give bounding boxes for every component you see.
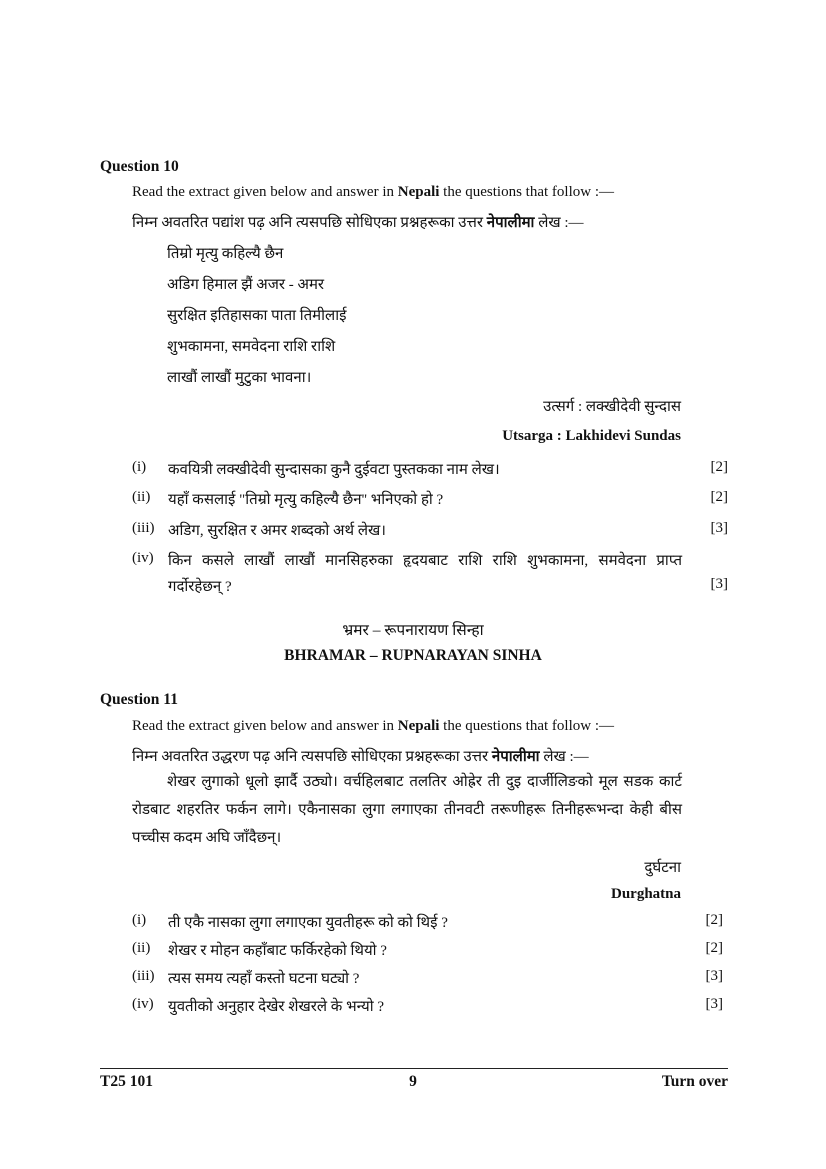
question-number: (ii) xyxy=(132,489,151,505)
question-text-continued: गर्दोरहेछन् ? xyxy=(168,579,232,595)
question-marks: [2] xyxy=(710,459,728,475)
question-text: युवतीको अनुहार देखेर शेखरले के भन्यो ? xyxy=(168,999,385,1015)
q10-instruction-nepali-text: निम्न अवतरित पद्यांश पढ़ अनि त्यसपछि सोधिएका प्रश्नहरूका उत्तर xyxy=(132,215,487,231)
q10-source-english: Utsarga : Lakhidevi Sundas xyxy=(502,428,681,444)
question-marks: [3] xyxy=(705,996,723,1012)
question-marks: [2] xyxy=(705,912,723,928)
q11-instruction-nepali-text: निम्न अवतरित उद्धरण पढ़ अनि त्यसपछि सोधिएका प्रश्नहरूका उत्तर xyxy=(132,749,492,765)
question-number: (ii) xyxy=(132,940,151,956)
paper-code: T25 101 xyxy=(100,1073,153,1090)
q10-instruction-english-bold: Nepali xyxy=(397,184,440,200)
q11-instruction-nepali xyxy=(132,746,589,766)
question-number: (iv) xyxy=(132,550,154,566)
question-text: यहाँ कसलाई "तिम्रो मृत्यु कहिल्यै छैन'' भनिएको हो ? xyxy=(168,492,444,508)
section-title-english: BHRAMAR – RUPNARAYAN SINHA xyxy=(284,647,542,664)
question-text: ती एकै नासका लुगा लगाएका युवतीहरू को को थिई ? xyxy=(168,915,448,931)
question-number: (iii) xyxy=(132,520,155,536)
passage-text: शेखर लुगाको धूलो झार्दै उठ्यो। वर्चहिलबाट तलतिर ओह्रेर ती दुइ दार्जीलिङको मूल सडक कार्ट रोडबाट शहरतिर फर्कन लागे। एकैनासका लुगा लगाएका तीनवटी तरूणीहरू तिनीहरूभन्दा केही बीस पच्चीस कदम अघि जाँदैछन्। xyxy=(132,774,682,846)
q10-instruction-english xyxy=(132,184,614,201)
q11-instruction-english-text: Read the extract given below and answer in xyxy=(132,718,398,734)
question-marks: [2] xyxy=(710,489,728,505)
poem-line-4: शुभकामना, समवेदना राशि राशि xyxy=(167,339,336,355)
q11-source-english: Durghatna xyxy=(610,886,681,902)
q10-instruction-english-tail: the questions that follow :— xyxy=(439,184,614,200)
q11-instruction-english xyxy=(132,718,614,735)
question-text: त्यस समय त्यहाँ कस्तो घटना घट्यो ? xyxy=(168,971,360,987)
question-text: कवयित्री लक्खीदेवी सुन्दासका कुनै दुईवटा पुस्तकका नाम लेख। xyxy=(168,462,500,478)
poem-line-3: सुरक्षित इतिहासका पाता तिमीलाई xyxy=(167,308,347,324)
q10-instruction-english-text: Read the extract given below and answer in xyxy=(132,184,398,200)
question-marks: [2] xyxy=(705,940,723,956)
q10-instruction-nepali xyxy=(132,212,584,232)
question-text: किन कसले लाखौं लाखौं मानसिहरुका हृदयबाट राशि राशि शुभकामना, समवेदना प्राप्त xyxy=(168,553,682,569)
q10-instruction-nepali-tail: लेख :— xyxy=(534,215,584,231)
poem-line-1: तिम्रो मृत्यु कहिल्यै छैन xyxy=(167,246,284,262)
question-11-heading: Question 11 xyxy=(100,691,178,708)
q11-passage xyxy=(132,768,682,852)
section-title-nepali: भ्रमर – रूपनारायण सिन्हा xyxy=(342,622,484,639)
poem-line-2: अडिग हिमाल झैं अजर - अमर xyxy=(167,277,325,293)
question-number: (iv) xyxy=(132,996,154,1012)
question-10-heading: Question 10 xyxy=(100,158,179,175)
question-text: अडिग, सुरक्षित र अमर शब्दको अर्थ लेख। xyxy=(168,523,386,539)
question-number: (iii) xyxy=(132,968,155,984)
question-marks: [3] xyxy=(710,520,728,536)
poem-line-5: लाखौं लाखौं मुटुका भावना। xyxy=(167,370,312,386)
question-marks: [3] xyxy=(705,968,723,984)
footer-divider xyxy=(100,1068,728,1069)
turn-over-label: Turn over xyxy=(661,1073,728,1090)
page-number: 9 xyxy=(409,1073,417,1090)
q10-instruction-nepali-bold: नेपालीमा xyxy=(486,215,535,231)
q11-instruction-nepali-tail: लेख :— xyxy=(539,749,589,765)
q11-instruction-english-bold: Nepali xyxy=(397,718,440,734)
q10-source-nepali: उत्सर्ग : लक्खीदेवी सुन्दास xyxy=(543,399,681,415)
q11-instruction-nepali-bold: नेपालीमा xyxy=(491,749,540,765)
q11-instruction-english-tail: the questions that follow :— xyxy=(439,718,614,734)
question-marks: [3] xyxy=(710,576,728,592)
question-text: शेखर र मोहन कहाँबाट फर्किरहेको थियो ? xyxy=(168,943,387,959)
question-number: (i) xyxy=(132,912,147,928)
q11-source-nepali: दुर्घटना xyxy=(644,860,681,876)
question-number: (i) xyxy=(132,459,147,475)
